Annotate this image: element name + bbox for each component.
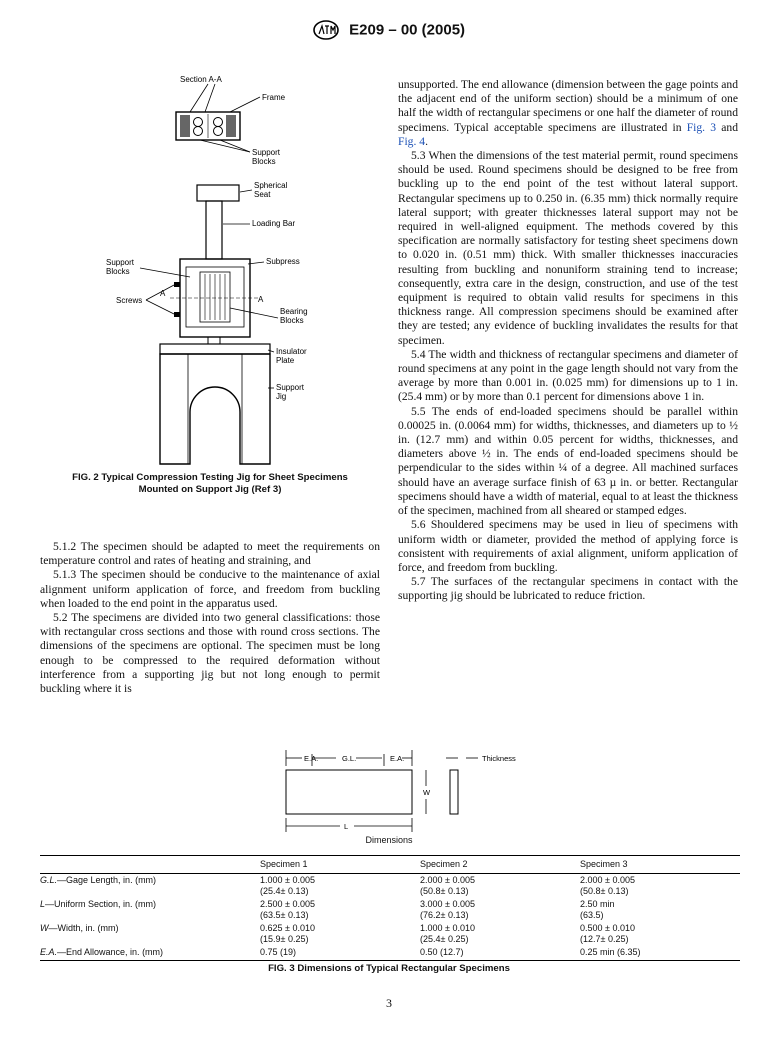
right-column (398, 78, 738, 604)
cell-mm: (25.4± 0.25) (420, 934, 469, 944)
label-a-right: A (258, 295, 264, 304)
cell-in: 3.000 ± 0.005 (420, 899, 475, 909)
para-5-1-2: 5.1.2 The specimen should be adapted to meet the requirements on temperature control and rates of heating and straining, and (40, 540, 380, 568)
row-label-abbr: G.L. (40, 875, 58, 885)
fig-3-link[interactable]: Fig. 3 (686, 120, 717, 134)
label-insulator: Insulator (276, 347, 307, 356)
table-cell (420, 898, 580, 922)
figure-3-caption: FIG. 3 Dimensions of Typical Rectangular Specimens (268, 963, 510, 974)
cell-in: 0.50 (12.7) (420, 947, 464, 957)
para-5-6: 5.6 Shouldered specimens may be used in lieu of specimens with uniform width or diameter, provided the method of applying force is consistent with requirements of axial alignment, uniform application of force, and freedom from buckling. (398, 518, 738, 574)
label-ea-left: E.A. (304, 754, 319, 763)
label-thickness: Thickness (482, 754, 516, 763)
astm-logo-icon (313, 20, 339, 40)
row-label (40, 946, 260, 961)
cell-mm: (50.8± 0.13) (420, 886, 469, 896)
cell-in: 2.000 ± 0.005 (580, 875, 635, 885)
label-loading-bar: Loading Bar (252, 219, 296, 228)
left-column (40, 540, 380, 696)
para-5-5: 5.5 The ends of end-loaded specimens should be parallel within 0.00025 in. (0.0064 mm) for widths, thicknesses, and diameters up to ½ in. (12.7 mm) and within 0.05 percent for widths, thicknesses, and diameters above ½ in. The ends of end-loaded specimens should be perpendicular to the sides within ¼ of a degree. All machined surfaces should have an average surface finish of 63 µ in. or better. Rectangular specimens should have a width of material, equal to at least the thickness of the specimen, machined from all sheared or stamped edges. (398, 404, 738, 518)
cell-in: 2.500 ± 0.005 (260, 899, 315, 909)
cell-mm: (50.8± 0.13) (580, 886, 629, 896)
period-text: . (425, 134, 428, 148)
label-seat: Seat (254, 190, 271, 199)
table-row (40, 874, 740, 899)
row-label-abbr: L (40, 899, 46, 909)
table-row (40, 922, 740, 946)
table-header: Specimen 3 (580, 856, 740, 874)
cell-mm: (15.9± 0.25) (260, 934, 309, 944)
table-cell (580, 946, 740, 961)
label-a-left: A (160, 289, 166, 298)
label-l: L (344, 822, 349, 831)
table-cell (420, 874, 580, 899)
label-frame: Frame (262, 93, 286, 102)
label-plate: Plate (276, 356, 295, 365)
specimen-dimension-drawing (40, 744, 740, 836)
row-label-abbr: W (40, 923, 49, 933)
figure-2-caption-line2: Mounted on Support Jig (Ref 3) (138, 484, 282, 495)
para-5-1-3: 5.1.3 The specimen should be conducive to the maintenance of axial alignment uniform application of force, and freedom from buckling when loaded to the end point in the apparatus used. (40, 568, 380, 610)
dimensions-table (40, 855, 740, 961)
label-screws: Screws (116, 296, 143, 305)
row-label (40, 898, 260, 922)
table-cell (580, 898, 740, 922)
label-support-blocks-top: Support (252, 148, 281, 157)
para-5-3: 5.3 When the dimensions of the test material permit, round specimens should be used. Round specimens should be designed to be free from buckling up to the end point of the test without lateral support. Rectangular specimens up to 0.250 in. (6.35 mm) thick normally require lateral support; with greater thicknesses lateral support may not be required in well-aligned equipment. The methods covered by this specification are normally satisfactory for testing sheet specimens down to 0.020 in. (0.51 mm) thick. With smaller thicknesses inaccuracies resulting from buckling and nonuniform straining tend to increase; consequently, extra care in the design, construction, and use of the test equipment is required to obtain valid results for specimens in this thickness range. All compression specimens should be examined after they are tested; any evidence of buckling invalidates the results for that specimen. (398, 149, 738, 347)
figure-3 (40, 744, 740, 841)
cell-in: 0.75 (19) (260, 947, 297, 957)
table-row (40, 898, 740, 922)
label-spherical: Spherical (254, 181, 288, 190)
label-support-jig: Support (276, 383, 305, 392)
table-header (40, 856, 260, 874)
cell-in: 1.000 ± 0.005 (260, 875, 315, 885)
fig-4-link[interactable]: Fig. 4 (398, 134, 426, 148)
para-5-2: 5.2 The specimens are divided into two general classifications: those with rectangular cross sections and those with round cross sections. The dimensions of the specimens are optional. The specimen must be long enough to be compressed to the required deformation without interference from a supporting jig but not long enough to permit buckling where it is (40, 611, 380, 696)
cell-in: 2.50 min (580, 899, 615, 909)
label-blocks-left: Blocks (106, 267, 130, 276)
para-continued-text: unsupported. The end allowance (dimension between the gage points and the adjacent end of the uniform section) should be a minimum of one half the width of rectangular specimens or one half the diameter of round specimens. Typical acceptable specimens are illustrated in (398, 78, 738, 134)
cell-mm: (63.5) (580, 910, 604, 920)
cell-in: 0.625 ± 0.010 (260, 923, 315, 933)
conjunction-text: and (716, 120, 738, 134)
row-label-abbr: E.A. (40, 947, 58, 957)
table-cell (580, 874, 740, 899)
table-cell (260, 874, 420, 899)
cell-mm: (25.4± 0.13) (260, 886, 309, 896)
table-cell (580, 922, 740, 946)
label-bearing: Bearing (280, 307, 308, 316)
para-5-4: 5.4 The width and thickness of rectangular specimens and diameter of round specimens at any point in the gage length should not vary from the average by more than 0.001 in. (0.025 mm) for dimensions up to 1 in. (25.4 mm) or by more than 0.1 percent for dimensions above 1 in. (398, 347, 738, 404)
table-header: Specimen 1 (260, 856, 420, 874)
row-label (40, 922, 260, 946)
cell-mm: (63.5± 0.13) (260, 910, 309, 920)
cell-in: 0.25 min (6.35) (580, 947, 641, 957)
table-header-row (40, 856, 740, 874)
page-number: 3 (386, 996, 392, 1010)
cell-in: 1.000 ± 0.010 (420, 923, 475, 933)
label-section: Section A-A (180, 75, 222, 84)
figure-2 (40, 72, 380, 496)
label-jig: Jig (276, 392, 287, 401)
standard-designation: E209 – 00 (2005) (349, 21, 466, 39)
table-header: Specimen 2 (420, 856, 580, 874)
label-support-blocks-top2: Blocks (252, 157, 276, 166)
row-label-text: —End Allowance, in. (mm) (57, 947, 164, 957)
compression-jig-drawing (40, 72, 380, 467)
table-cell (260, 898, 420, 922)
table-cell (420, 922, 580, 946)
para-5-7: 5.7 The surfaces of the rectangular specimens in contact with the supporting jig should be lubricated to reduce friction. (398, 575, 738, 603)
row-label-text: —Gage Length, in. (mm) (57, 875, 157, 885)
label-subpress: Subpress (266, 257, 300, 266)
table-row (40, 946, 740, 961)
dimensions-label: Dimensions (365, 835, 413, 845)
cell-mm: (76.2± 0.13) (420, 910, 469, 920)
row-label (40, 874, 260, 899)
label-w: W (423, 788, 431, 797)
cell-in: 2.000 ± 0.005 (420, 875, 475, 885)
para-continued (398, 78, 738, 149)
cell-in: 0.500 ± 0.010 (580, 923, 635, 933)
row-label-text: —Width, in. (mm) (48, 923, 119, 933)
table-cell (420, 946, 580, 961)
label-gl: G.L. (342, 754, 357, 763)
figure-2-caption (40, 472, 380, 496)
table-cell (260, 946, 420, 961)
page-header (0, 20, 778, 40)
table-cell (260, 922, 420, 946)
figure-2-caption-line1: FIG. 2 Typical Compression Testing Jig for Sheet Specimens (72, 472, 348, 483)
label-bearing-blocks: Blocks (280, 316, 304, 325)
cell-mm: (12.7± 0.25) (580, 934, 629, 944)
label-ea-right: E.A. (390, 754, 405, 763)
row-label-text: —Uniform Section, in. (mm) (45, 899, 157, 909)
label-support-left: Support (106, 258, 135, 267)
